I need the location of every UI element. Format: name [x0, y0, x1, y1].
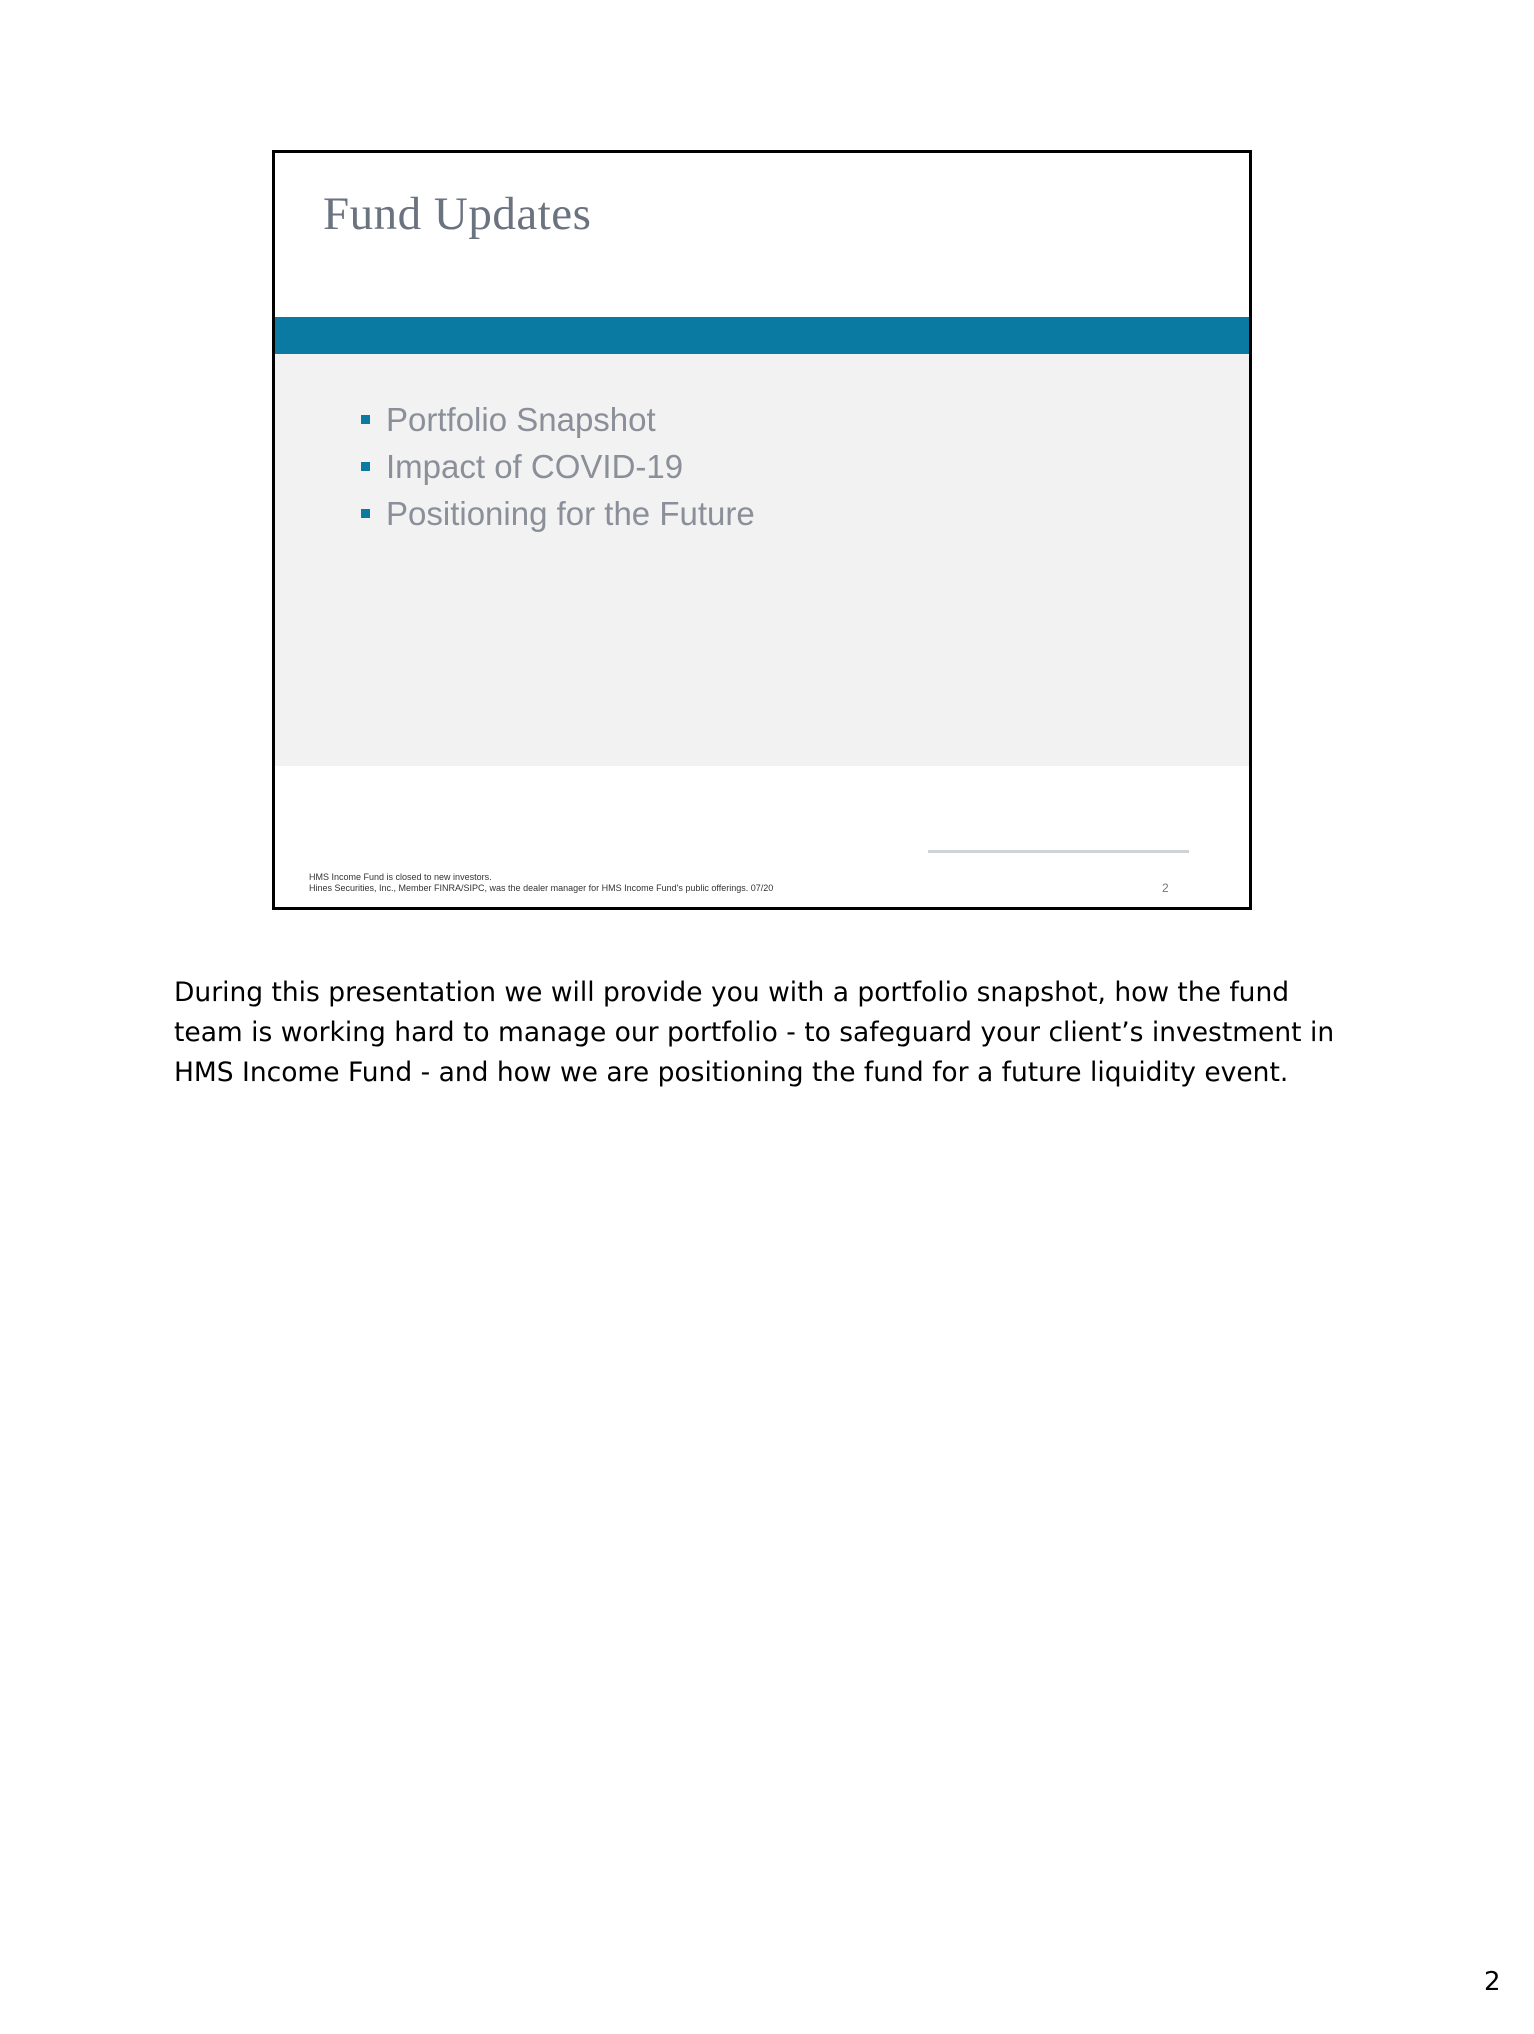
notes-line: team is working hard to manage our portfolio - to safeguard your client’s investment in — [174, 1017, 1335, 1048]
speaker-notes — [174, 973, 1374, 1093]
notes-line: During this presentation we will provide you with a portfolio snapshot, how the fund — [174, 977, 1290, 1008]
square-bullet-icon — [361, 415, 370, 424]
bullet-text: Positioning for the Future — [386, 494, 755, 532]
square-bullet-icon — [361, 462, 370, 471]
footer-line: HMS Income Fund is closed to new investors. — [309, 872, 492, 882]
notes-line: HMS Income Fund - and how we are positioning the fund for a future liquidity event. — [174, 1057, 1289, 1088]
bullet-item — [361, 443, 755, 490]
slide-title: Fund Updates — [323, 188, 592, 240]
bullet-item — [361, 396, 755, 443]
bullet-list — [361, 396, 755, 537]
footer-line: Hines Securities, Inc., Member FINRA/SIPC, was the dealer manager for HMS Income Fund's public offerings. 07/20 — [309, 883, 774, 893]
bullet-item — [361, 490, 755, 537]
bullet-text: Portfolio Snapshot — [386, 400, 656, 438]
accent-bar — [275, 317, 1249, 354]
square-bullet-icon — [361, 509, 370, 518]
slide-footer-disclaimer — [309, 872, 773, 894]
slide-thumbnail — [272, 150, 1252, 910]
bullet-text: Impact of COVID-19 — [386, 447, 684, 485]
footer-divider — [928, 850, 1189, 853]
content-panel — [275, 354, 1249, 766]
slide-number: 2 — [1162, 881, 1169, 895]
page-number: 2 — [1484, 1967, 1501, 1997]
